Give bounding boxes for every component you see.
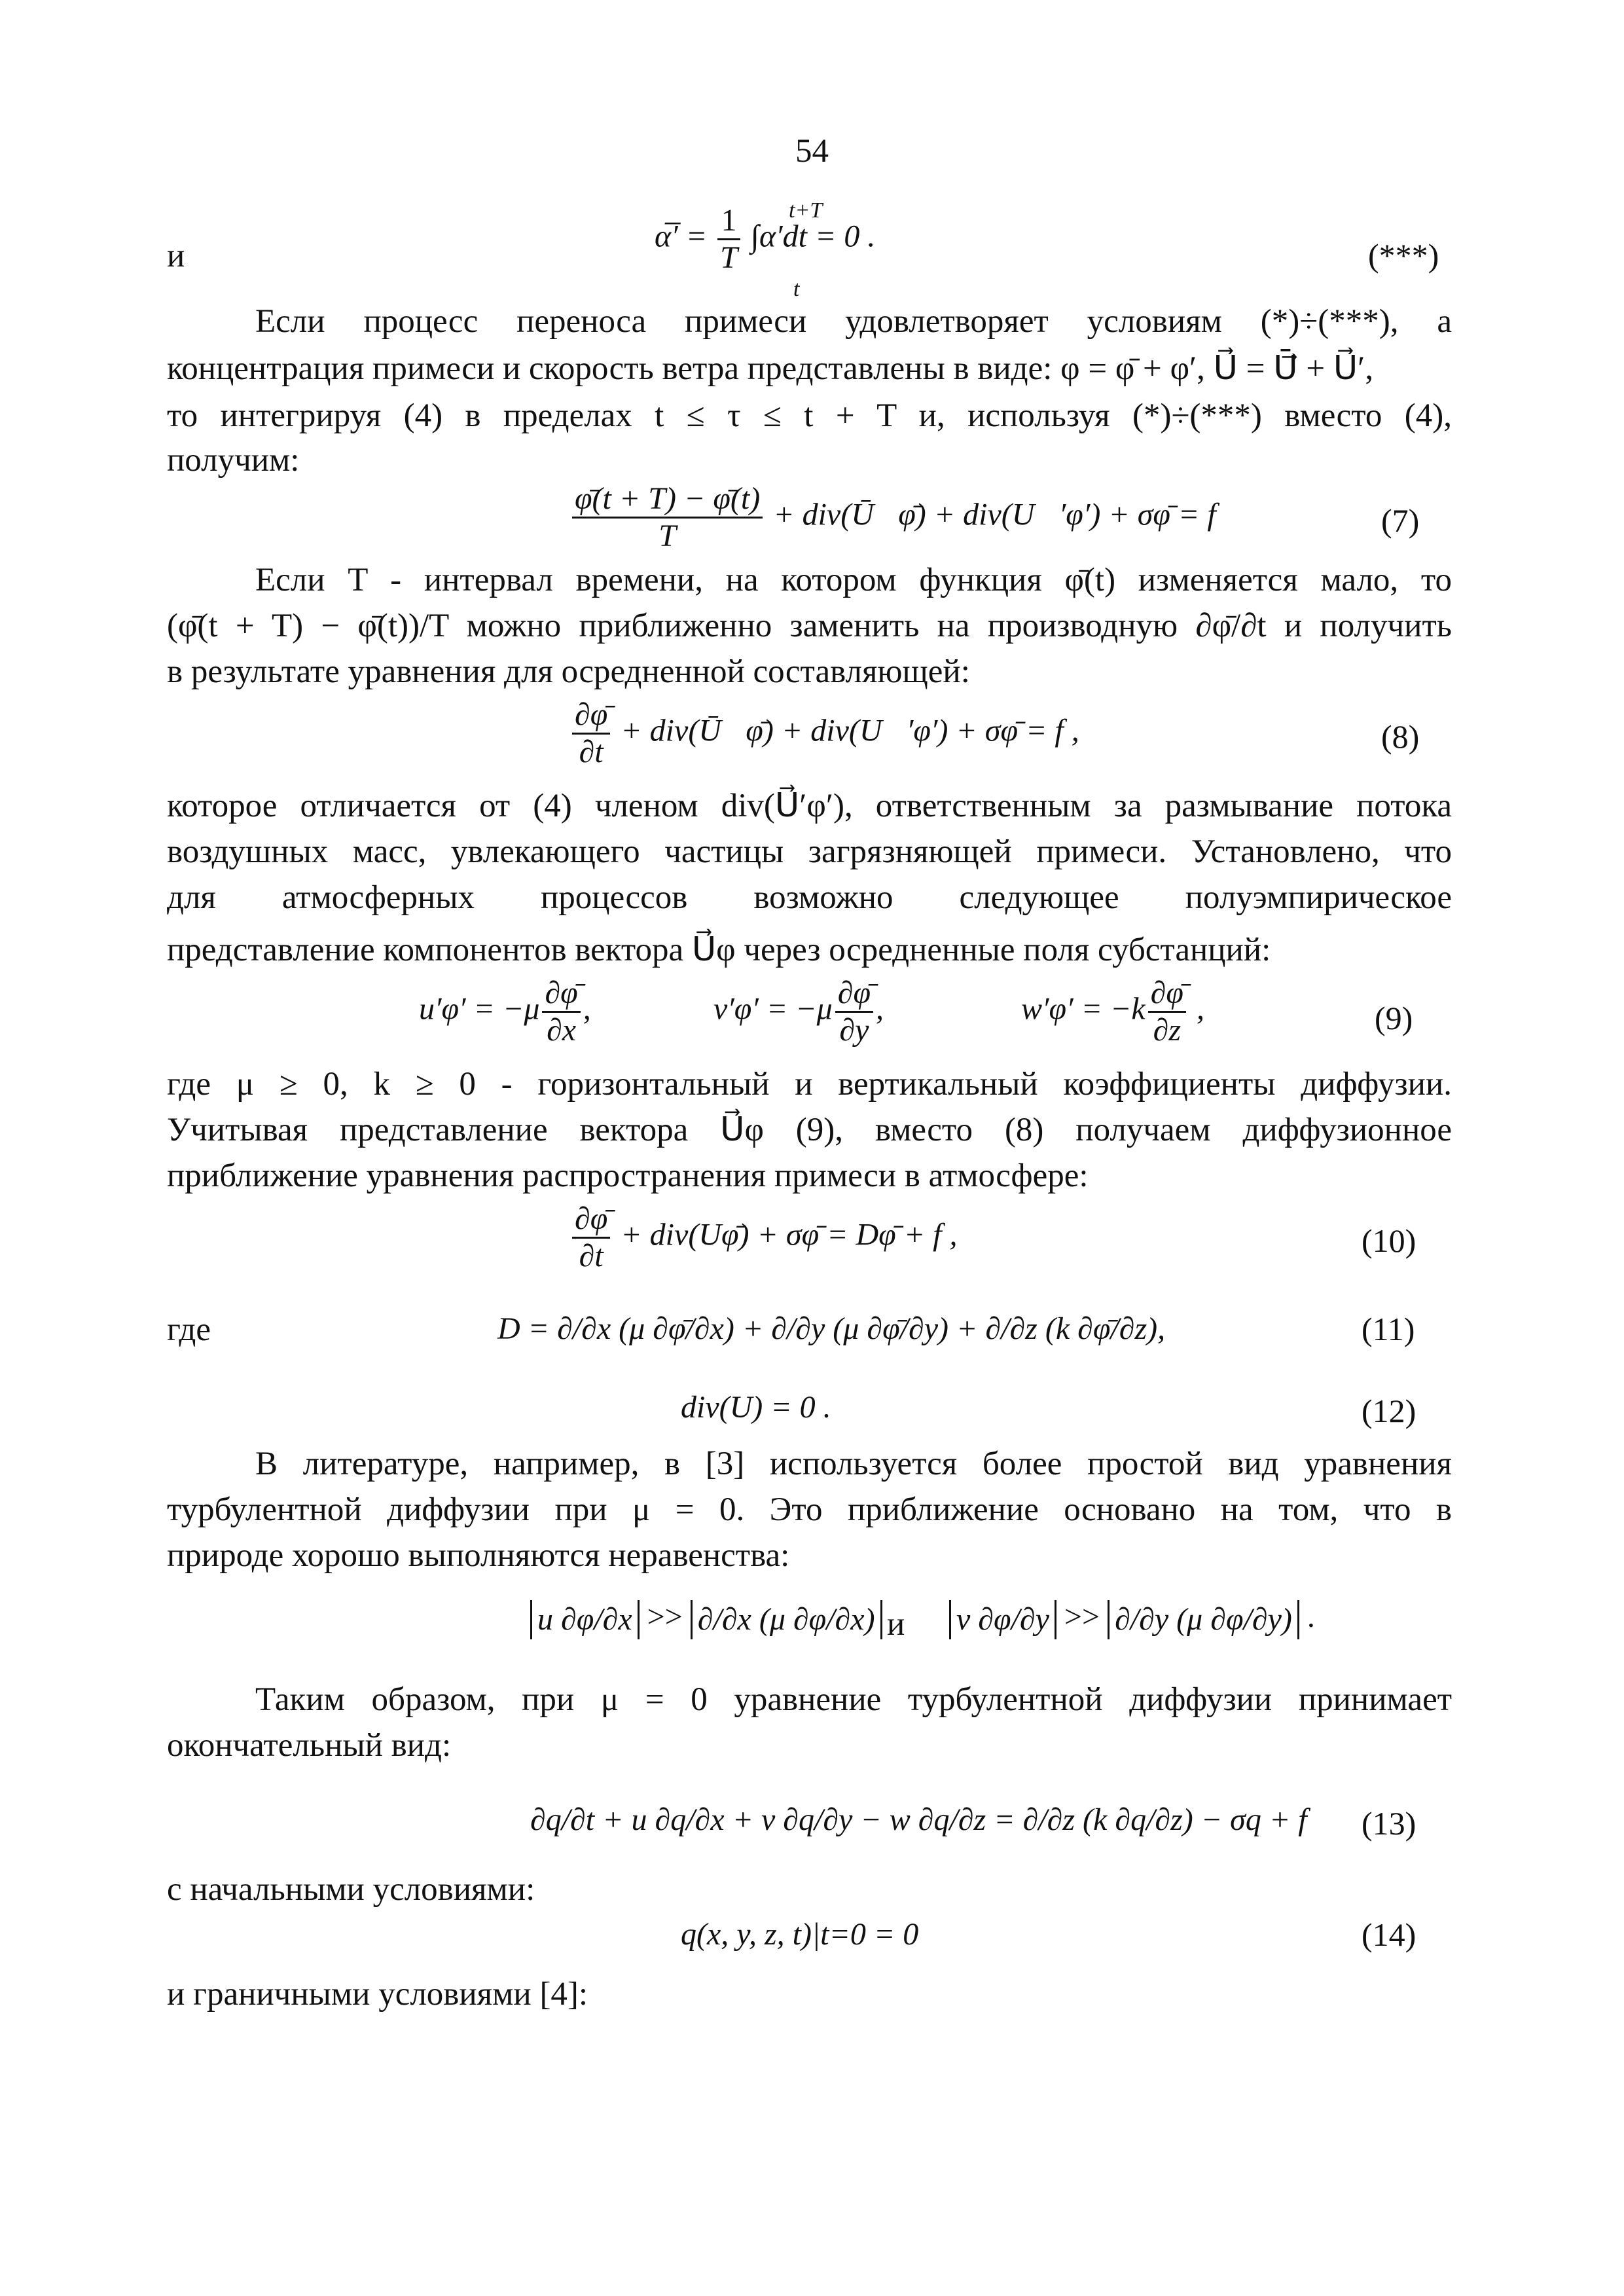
eq-alpha-fraction	[717, 203, 740, 276]
equation-8	[569, 697, 1079, 770]
para7: с начальными условиями:	[167, 1871, 535, 1908]
eq-alpha-int-upper: t+T	[789, 198, 823, 223]
para2-line1: Если T - интервал времени, на котором функция φ̄(t) изменяется мало, то	[255, 562, 1452, 598]
eq8-fraction	[572, 697, 610, 770]
eq11-body: ∂/∂x (μ ∂φ̄/∂x) + ∂/∂y (μ ∂φ̄/∂y) + ∂/∂z (k ∂φ̄/∂z),	[557, 1311, 1166, 1346]
ineq-y-right: ∂/∂y (μ ∂φ/∂y)	[1108, 1600, 1299, 1639]
para1-line2: концентрация примеси и скорость ветра представлены в виде: φ = φ̄ + φ′, U⃗ = Ū⃗ + U⃗′,	[167, 350, 1374, 387]
eq9a-lhs: u′φ′ = −μ	[419, 991, 540, 1027]
ineq-x-rel: >>	[647, 1599, 683, 1634]
ineq-end-dot: .	[1307, 1599, 1315, 1634]
para3-line3: для атмосферных процессов возможно следующее полуэмпирическое	[167, 879, 1452, 916]
eq10-rest: + div(Uφ̄) + σφ̄ = Dφ̄ + f ,	[621, 1217, 958, 1252]
para1-line4: получим:	[167, 442, 300, 479]
eq-alpha-label: (***)	[1368, 237, 1439, 274]
eq10-den: ∂t	[579, 1239, 604, 1273]
equation-9c: w′φ′ = −k $\frac{\partial\varphī}{\partial z}$ ,	[1021, 975, 1204, 1048]
eq8-rest: + div(Ū⃗φ̄) + div(U⃗′φ′) + σφ̄ = f ,	[621, 713, 1079, 748]
ineq-x-right: ∂/∂x (μ ∂φ/∂x)	[691, 1600, 882, 1639]
para1-line1: Если процесс переноса примеси удовлетворяет условиям (*)÷(***), а	[255, 303, 1452, 340]
eq8-den: ∂t	[579, 735, 604, 769]
eq-alpha-int-lower: t	[793, 277, 800, 301]
para2-line2: (φ̄(t + T) − φ̄(t))/T можно приближенно заменить на производную ∂φ̄/∂t и получить	[167, 608, 1452, 644]
eq-alpha-num: 1	[717, 203, 740, 240]
para1-line3: то интегрируя (4) в пределах t ≤ τ ≤ t + T и, используя (*)÷(***) вместо (4),	[167, 397, 1452, 434]
where-label: где	[167, 1311, 211, 1348]
conjunction-and: и	[167, 238, 185, 274]
eq11-label: (11)	[1362, 1311, 1415, 1347]
ineq-y-left: v ∂φ/∂y	[949, 1600, 1056, 1639]
para8: и граничными условиями [4]:	[167, 1976, 588, 2013]
eq9b-fraction	[835, 975, 873, 1048]
eq10-num: ∂φ̄	[572, 1201, 610, 1239]
eq7-label: (7)	[1381, 502, 1420, 539]
para6-line1: Таким образом, при μ = 0 уравнение турбулентной диффузии принимает	[255, 1681, 1452, 1718]
eq8-label: (8)	[1381, 718, 1420, 755]
equation-alpha-mean	[655, 203, 875, 276]
equation-7	[569, 481, 1216, 554]
eq9c-num: ∂φ̄	[1148, 975, 1186, 1013]
eq7-den: T	[659, 519, 676, 553]
eq9-label: (9)	[1375, 1000, 1413, 1036]
equation-9a: u′φ′ = −μ $\frac{\partial\varphī}{\partial x}$ ,	[419, 975, 591, 1048]
equation-11	[497, 1309, 1165, 1349]
inequality-y	[949, 1597, 1315, 1639]
page-number: 54	[795, 133, 829, 170]
eq9c-den: ∂z	[1153, 1013, 1181, 1048]
ineq-y-rel: >>	[1064, 1599, 1100, 1634]
eq10-label: (10)	[1362, 1222, 1416, 1259]
eq8-num: ∂φ̄	[572, 697, 610, 735]
inequality-x	[530, 1597, 882, 1639]
eq-alpha-rhs: ∫α′dt = 0 .	[750, 219, 876, 254]
para5-line1: В литературе, например, в [3] используется более простой вид уравнения	[255, 1446, 1452, 1482]
para4-line1: где μ ≥ 0, k ≥ 0 - горизонтальный и вертикальный коэффициенты диффузии.	[167, 1066, 1452, 1102]
para3-line1: которое отличается от (4) членом div(U⃗′φ′), ответственным за размывание потока	[167, 788, 1452, 824]
eq9c-lhs: w′φ′ = −k	[1021, 991, 1146, 1027]
eq9a-den: ∂x	[547, 1013, 577, 1048]
eq7-num: φ̄(t + T) − φ̄(t)	[572, 481, 763, 519]
eq9c-fraction	[1148, 975, 1186, 1048]
eq11-lhs: D =	[497, 1311, 550, 1346]
eq7-rest: + div(Ū⃗φ̄) + div(U⃗′φ′) + σφ̄ = f	[773, 497, 1216, 532]
ineq-x-left: u ∂φ/∂x	[530, 1600, 640, 1639]
equation-10	[569, 1201, 957, 1274]
para2-line3: в результате уравнения для осредненной составляющей:	[167, 653, 970, 690]
equation-12: div(U) = 0 .	[681, 1390, 831, 1425]
eq13-label: (13)	[1362, 1805, 1416, 1842]
para3-line2: воздушных масс, увлекающего частицы загрязняющей примеси. Установлено, что	[167, 833, 1452, 870]
and-word: и	[887, 1606, 905, 1643]
eq9a-num: ∂φ̄	[542, 975, 580, 1013]
equation-9b: v′φ′ = −μ $\frac{\partial\varphī}{\partial y}$ ,	[713, 975, 884, 1048]
eq-alpha-den: T	[720, 240, 738, 275]
eq12-label: (12)	[1362, 1393, 1416, 1429]
equation-14: q(x, y, z, t)|t=0 = 0	[681, 1917, 919, 1952]
para6-line2: окончательный вид:	[167, 1727, 452, 1764]
para5-line2: турбулентной диффузии при μ = 0. Это приближение основано на том, что в	[167, 1491, 1452, 1528]
eq9b-lhs: v′φ′ = −μ	[713, 991, 833, 1027]
eq10-fraction	[572, 1201, 610, 1274]
para3-line4: представление компонентов вектора U⃗φ через осредненные поля субстанций:	[167, 932, 1271, 968]
eq14-label: (14)	[1362, 1916, 1416, 1953]
equation-13: ∂q/∂t + u ∂q/∂x + v ∂q/∂y − w ∂q/∂z = ∂/∂z (k ∂q/∂z) − σq + f	[530, 1802, 1307, 1837]
eq-alpha-lhs: α̅′ =	[655, 219, 708, 254]
eq7-fraction	[572, 481, 763, 554]
para5-line3: природе хорошо выполняются неравенства:	[167, 1537, 790, 1574]
eq9b-den: ∂y	[839, 1013, 869, 1048]
eq9b-num: ∂φ̄	[835, 975, 873, 1013]
para4-line2: Учитывая представление вектора U⃗φ (9), вместо (8) получаем диффузионное	[167, 1112, 1452, 1148]
para4-line3: приближение уравнения распространения примеси в атмосфере:	[167, 1157, 1089, 1194]
eq9a-fraction	[542, 975, 580, 1048]
